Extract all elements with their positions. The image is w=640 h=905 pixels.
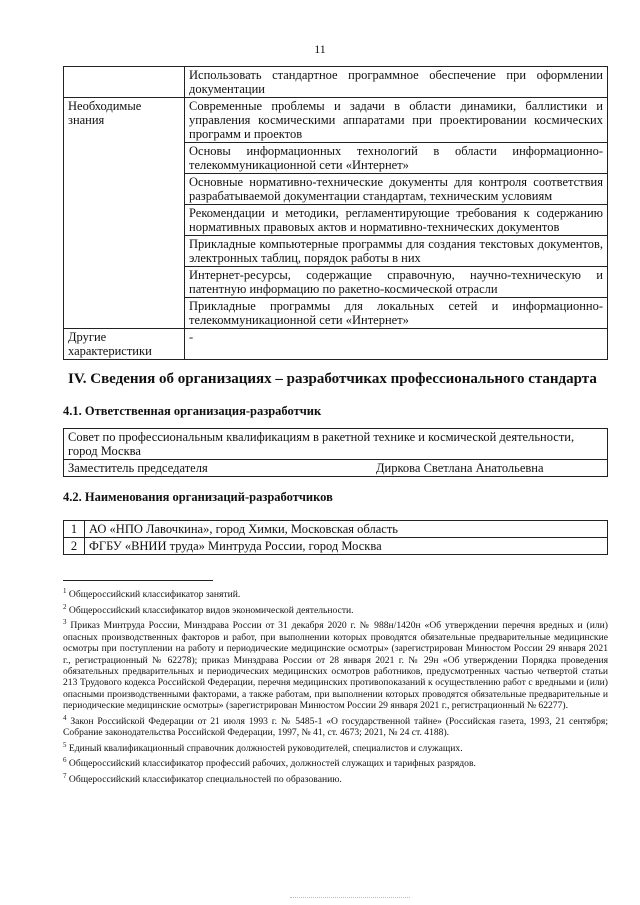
footnote-mark: 4 (63, 713, 67, 722)
developer-name: ФГБУ «ВНИИ труда» Минтруда России, город Москва (85, 538, 608, 555)
table-row (64, 460, 608, 477)
footnotes (63, 586, 608, 786)
footnote (63, 755, 608, 770)
table-row (64, 538, 608, 555)
footnote-text: Приказ Минтруда России, Минздрава России от 31 декабря 2020 г. № 988н/1420н «Об утверждении перечня вредных и (или) опасных производственных факторов и работ, при выполнении которых проводятся обязательные предварительные медицинские осмотры при поступлении на работу и периодические медицинские осмотры» (зарегистрирован Минюстом России 29 января 2021 г., регистрационный № 62278); приказ Минздрава России от 28 января 2021 г. № 29н «Об утверждении Порядка проведения обязательных предварительных и периодических медицинских осмотров работников, предусмотренных частью четвертой статьи 213 Трудового кодекса Российской Федерации, перечня медицинских противопоказаний к осуществлению работ с вредными и (или) опасными производственными факторами, а также работам, при выполнении которых проводятся обязательные предварительные и периодические медицинские осмотры» (зарегистрирован Минюстом России 29 января 2021 г., регистрационный № 62277). (63, 620, 608, 712)
responsible-org-table (63, 428, 608, 477)
footnote-mark: 3 (63, 618, 67, 627)
table-row (64, 329, 608, 360)
person-name: Диркова Светлана Анатольевна (372, 460, 608, 477)
footnote-text: Общероссийский классификатор видов экономической деятельности. (68, 604, 354, 616)
developer-name: АО «НПО Лавочкина», город Химки, Московская область (85, 521, 608, 538)
page-number: 11 (314, 42, 326, 56)
row-label (64, 67, 185, 98)
row-number: 2 (64, 538, 85, 555)
table-cell: Интернет-ресурсы, содержащие справочную, научно-техническую и патентную информацию по ракетно-космической отрасли (185, 267, 608, 298)
footnote-text: Единый квалификационный справочник должностей руководителей, специалистов и служащих. (68, 742, 463, 754)
table-cell: Основные нормативно-технические документы для контроля соответствия разрабатываемой документации стандартам, техническим условиям (185, 174, 608, 205)
footnote-text: Общероссийский классификатор занятий. (68, 589, 241, 601)
table-cell: Прикладные программы для локальных сетей и информационно-телекоммуникационной сети «Интернет» (185, 298, 608, 329)
footnote-divider (63, 580, 213, 581)
row-label: Необходимые знания (64, 98, 185, 329)
footnote-text: Общероссийский классификатор специальностей по образованию. (68, 774, 342, 785)
table-cell: - (185, 329, 608, 360)
footnote-mark: 7 (63, 771, 67, 780)
table-row (64, 521, 608, 538)
row-label: Другие характеристики (64, 329, 185, 360)
footnote-mark: 6 (63, 756, 67, 765)
table-row (64, 429, 608, 460)
footnote (63, 586, 608, 601)
org-name: Совет по профессиональным квалификациям в ракетной технике и космической деятельности, город Москва (64, 429, 608, 460)
table-cell: Прикладные компьютерные программы для создания текстовых документов, электронных таблиц, порядок работы в них (185, 236, 608, 267)
table-row (64, 98, 608, 143)
skills-table (63, 66, 608, 360)
footnote (63, 617, 608, 711)
section-title: IV. Сведения об организациях – разработчиках профессионального стандарта (68, 371, 597, 387)
footnote-text: Общероссийский классификатор профессий рабочих, должностей служащих и тарифных разрядов. (68, 758, 476, 770)
footnote (63, 602, 608, 617)
row-number: 1 (64, 521, 85, 538)
footnote (63, 713, 608, 739)
table-cell: Рекомендации и методики, регламентирующие требования к содержанию нормативных правовых актов и нормативно-технических документов (185, 205, 608, 236)
developers-table (63, 520, 608, 555)
footnote-text: Закон Российской Федерации от 21 июля 1993 г. № 5485-1 «О государственной тайне» (Российская газета, 1993, 21 сентября; Собрание законодательства Российской Федерации, 1997, № 41, ст. 4673; 2021, № 24 ст. 4188). (63, 715, 608, 739)
table-cell: Основы информационных технологий в области информационно-телекоммуникационной сети «Интернет» (185, 143, 608, 174)
subsection-title: 4.1. Ответственная организация-разработчик (63, 404, 322, 418)
footnote-mark: 5 (63, 740, 67, 749)
footnote (63, 740, 608, 755)
table-row (64, 67, 608, 98)
scan-artifact (290, 897, 410, 898)
subsection-title: 4.2. Наименования организаций-разработчиков (63, 490, 333, 504)
position-label: Заместитель председателя (64, 460, 373, 477)
footnote-mark: 2 (63, 602, 67, 611)
footnote (63, 771, 608, 786)
table-cell: Использовать стандартное программное обеспечение при оформлении документации (185, 67, 608, 98)
table-cell: Современные проблемы и задачи в области динамики, баллистики и управления космическими аппаратами при проектировании космических программ и проектов (185, 98, 608, 143)
footnote-mark: 1 (63, 587, 67, 595)
